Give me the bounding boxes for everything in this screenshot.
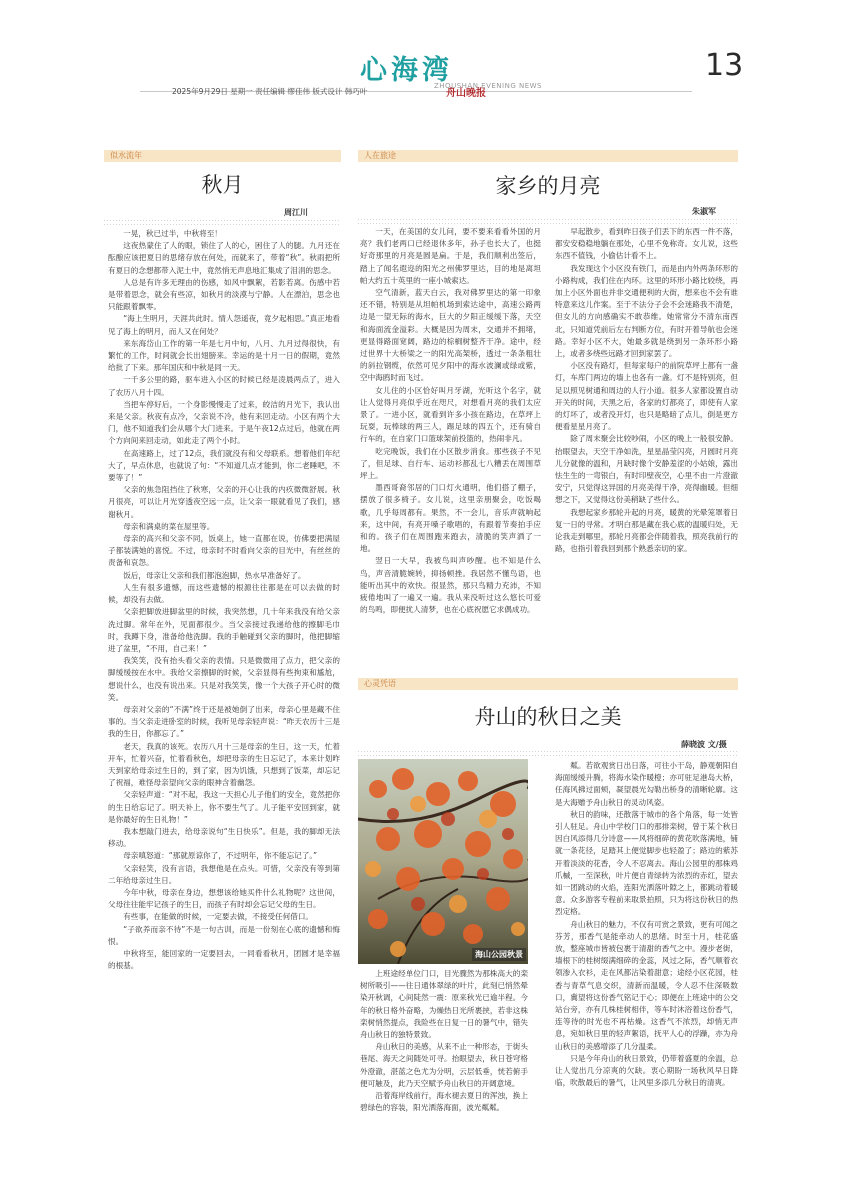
paragraph: 人生有很多遗憾，而这些遗憾的根源往往都是在可以去做的时候，却没有去做。 [108, 582, 340, 605]
paragraph: 沿着海岸线前行，海水褪去夏日的浑浊，换上碧绿色的容装，阳光洒落海面，波光粼粼。 [360, 1091, 528, 1113]
paragraph: 母亲对父亲的“不满”终于还是被她倒了出来，母亲心里是藏不住事的。当父亲走进卧室的时候，我听见母亲轻声说：“昨天农历十三是我的生日，你都忘了。” [108, 704, 340, 739]
paragraph: 粼。若欲观赏日出日落，可往小干岛，静观朝阳自海面缓缓升腾，将海水染作暖橙；亦可驻足港岛大桥，任海风拂过面颊，凝望晨光勾勒出桥身的清晰轮廓。这是大海赠予舟山秋日的灵动风姿。 [555, 761, 738, 807]
autumn-maple-photo [358, 759, 528, 964]
paragraph: 我发现这个小区没有铁门，而是由内外两条环形的小路构成，我们住在内环。这里的环形小路比较绕，再加上小区外面也并非交通便利的大街，想来也不会有谁特意来这儿作案。至于不法分子会不会迷路我不清楚，但女儿的方向感确实不敢恭维。她常常分不清东南西北，只知道凭前后左右判断方位，有时开着导航也会迷路。幸好小区不大，她最多就是绕到另一条环形小路上，或者多绕些远路才回到家罢了。 [555, 263, 738, 359]
paragraph: 上班途经单位门口，目光骤然为那株高大的栾树所吸引——往日通体翠绿的叶片，此刻已悄然晕染开秋调，心间陡然一震：原来秋光已逾半程。今年的秋日格外奋略，为燥热日光所裹挟，若非这株栾树悄然提点，我险些在日复一日的暑气中，错失舟山秋日的独特景致。 [360, 969, 528, 1040]
paragraph: 吃完晚饭，我们在小区散步消食。那些孩子不见了，但足球、自行车、运动衫都乱七八糟丢在周围草坪上。 [360, 446, 541, 481]
paragraph: 空气清新，蓝天白云，我对佛罗里达的第一印象还不错，特别是从坦帕机场到索达途中，高速公路两边是一望无际的海水，巨大的夕阳正缓缓下落，天空和海面流金溢彩。大概是因为周末，交通并不拥堵，更显得路面宽阔，路边的棕榈树整齐干净。途中，经过世界十大桥梁之一的阳光高架桥，透过一条条粗壮的斜拉钢缆，依然可见夕阳中的海水波澜或绿或紫，空中海鸥时而飞过。 [360, 288, 541, 383]
article-byline: 薛晓波 文/摄 [681, 740, 727, 749]
paragraph: 我想起家乡那轮升起的月亮，暖黄的光晕笼罩着日复一日的寻常。才明白那是藏在我心底的温暖归处，无论我走到哪里，那轮月亮都会伴随着我，照亮我前行的路，也指引着我回到那个熟悉亲切的家。 [555, 507, 738, 554]
paragraph: 母亲嗔怒道：“那就原谅你了，不过明年，你不能忘记了。” [123, 851, 318, 861]
paragraph: 来东海岱山工作的第一年是七月中旬，八月、九月过得很快，有繁忙的工作，时间就会长出翅膀来。幸运的是十月一日的假期，竟然给批了下来。那年国庆和中秋是同一天。 [108, 338, 340, 373]
divider [358, 751, 738, 756]
paragraph: “海上生明月，天涯共此时。情人怨遥夜，竟夕起相思。”真正地看见了海上的明月，而人又在何处？ [108, 314, 340, 336]
paragraph: 舟山秋日的美感，从来不止一种形态，于街头巷尾、海天之间随处可寻。抬眼望去，秋日苍穹格外澄澈，湛蓝之色尤为分明，云层低垂，恍若俯手便可触及，此乃天空赋予舟山秋日的开阔意境。 [360, 1042, 528, 1088]
section-title: 心海湾 [360, 55, 453, 86]
paragraph: 母亲的高兴和父亲不同，饭桌上，她一直都在说，仿佛要把满屋子都装满她的喜悦。不过，母亲时不时看向父亲的目光中，有丝丝的责备和哀怨。 [108, 534, 340, 568]
paragraph: 一天，在美国的女儿问，要不要来看看外国的月亮？我们老两口已经退休多年，孙子也长大了，也挺好奇那里的月亮是圆是扁。于是，我们顺利出签后，踏上了闻名遐迩的阳光之州佛罗里达，目的地是离坦帕大约五十英里的一座小城索达。 [360, 227, 541, 285]
paragraph: 中秋将至，能回家的一定要回去，一同看看秋月，团圆才是幸福的根基。 [108, 948, 340, 971]
paragraph: 这夜热蒙住了人的眼，锁住了人的心，困住了人的腿。九月还在酝酿应该把夏日的思绪存放在何处，而就来了，带着“秋”。秋雨把所有夏日的念想都带入泥土中，竟然悄无声息地汇集成了泪涓的思念。 [108, 241, 340, 275]
paragraph: 当把车停好后，一个身影慢慢走了过来，皎洁的月光下，我认出来是父亲。秋夜有点冷，父亲说不冷，他有来回走动。小区有两个大门，他不知道我们会从哪个大门进来。于是午夜12点过后，他就在两个方向间来回走动，如此走了两个小时。 [108, 399, 340, 446]
paragraph: 母亲和满桌的菜在屋里等。 [123, 521, 215, 531]
article-body-col-2 [555, 760, 738, 1170]
divider [358, 219, 738, 224]
paragraph: 父亲轻声道：“对不起，我这一天担心儿子他们的安全，竟然把你的生日给忘记了。明天补上，你不要生气了。儿子能平安回到家，就是你最好的生日礼物！” [108, 790, 340, 824]
article-body-col-1 [360, 226, 541, 656]
paragraph: 老天，我真的该死。农历八月十三是母亲的生日，这一天，忙着开车，忙着兴奋，忙着看秋色，却把母亲的生日忘记了，本来计划昨天到家给母亲过生日的，到了家，因为饥饿，只想到了饭菜，却忘记了祝福，难怪母亲望向父亲的眼神含着幽怨。 [108, 741, 340, 788]
section-label: 似水流年 [110, 151, 142, 160]
section-bar-right-bottom [358, 678, 738, 690]
paragraph: 翌日一大早，我被鸟叫声吵醒。也不知是什么鸟，声音清脆婉转，抑扬顿挫。我居然不懂鸟语，也能听出其中的欢快。很显然，那只鸟精力充沛，不知疲倦地叫了一遍又一遍。我从来没听过这么悠长可爱的鸟鸣，即便扰人清梦，也在心底祝愿它求偶成功。 [360, 556, 541, 615]
page-number: 13 [705, 48, 744, 83]
paragraph: 我笑笑，没有抬头看父亲的表情。只是微微用了点力，把父亲的脚缓缓按在水中。我给父亲擦脚的时候，父亲显得有些拘束和尴尬，想说什么，也没有说出来。只是对我笑笑，像一个大孩子开心时的微笑。 [108, 656, 340, 702]
newspaper-english-name: ZHOUSHAN EVENING NEWS [434, 82, 542, 90]
paragraph: 一晃，秋已过半，中秋将至！ [123, 229, 222, 238]
paragraph: 只是今年舟山的秋日景致，仍带着盛夏的余温，总让人觉出几分凉爽的欠缺。衷心期盼一场秋风早日降临，吹散最后的暑气，让风里多添几分秋日的清爽。 [555, 1053, 738, 1088]
section-bar-left [104, 150, 341, 162]
article-title: 秋月 [201, 173, 244, 197]
section-label: 人在旅途 [364, 151, 396, 160]
paragraph: 除了周末聚会比较吵闹，小区的晚上一般很安静。抬眼望去，天空干净如洗，星星晶莹闪亮，月圆时月亮儿分就像的温和，月缺时像个安静羞涩的小姑娘，露出怯生生的一弯银白，有时印壁夜空，心里不由一片澄澈安宁，只觉得这异国的月亮美得干净，亮得幽暖。但细想之下，又觉得这份美稍缺了些什么。 [555, 434, 738, 505]
article-byline: 朱淑军 [692, 207, 716, 216]
paragraph: 父亲轻笑，没有言语，我想他是在点头。可惜，父亲没有等到第二年给母亲过生日。 [108, 863, 340, 885]
article-body-col-2 [555, 226, 738, 656]
article-title: 舟山的秋日之美 [474, 705, 622, 729]
maple-leaves-image [358, 759, 528, 964]
section-bar-right-top [358, 150, 738, 162]
paragraph: 父亲的焦急阻挡住了秋寒，父亲的开心让我的内疚微微舒展。秋月很亮，可以让月光穿透夜空远一点，让父亲一眼就看见了我们，感谢秋月。 [108, 485, 340, 519]
newspaper-logo: 舟山晚报 [446, 88, 486, 99]
paragraph: 女儿住的小区恰好叫月牙湖，光听这个名字，就让人觉得月亮似乎近在咫尺，对想看月亮的我们太应景了。一进小区，就看到许多小孩在路边，在草坪上玩耍，玩棒球的两三人，踢足球的四五个，还有骑自行车的，在自家门口篮球架前投篮的，热闹非凡。 [360, 385, 541, 444]
paragraph: 在高速路上，过了12点，我们就没有和父母联系。想着他们年纪大了，早点休息，也就说了句：“不知道几点才能到，你二老睡吧，不要等了！” [108, 448, 340, 483]
paragraph: 饭后，母亲让父亲和我们都泡泡脚，热水早准备好了。 [123, 570, 306, 580]
section-label: 心灵凭语 [364, 679, 396, 688]
paragraph: 一千多公里的路，驱车进入小区的时候已经是凌晨两点了，进入了农历八月十四。 [108, 375, 340, 397]
paragraph: 我本想敲门进去，给母亲说句“生日快乐”。但是，我的脚却无法移动。 [108, 826, 340, 849]
paragraph: “子欲养而亲不待”不是一句古训，而是一份刻在心底的遗憾和悔恨。 [108, 924, 340, 946]
article-body [108, 228, 340, 1148]
article-byline: 周江川 [284, 208, 308, 217]
paragraph: 早起散步，看到昨日孩子们丢下的东西一件不落，都安安稳稳地躺在那处，心里不免称奇。女儿说，这些东西不值钱，小偷估计看不上。 [555, 227, 738, 261]
paragraph: 小区没有路灯，但每家每户的前院草坪上都有一盏灯，车库门两边的墙上也各有一盏。灯不是特别亮，但足以照见树通和周边的人行小道。很多人家都设置自动开关的时间，天黑之后，各家的灯都亮了，即使有人家的灯坏了，或者没开灯，也只是略暗了点儿，倒是更方便看星星月亮了。 [555, 361, 738, 432]
photo-caption: 海山公园秋景 [472, 948, 526, 961]
paragraph: 今年中秋，母亲在身边，想想该给她买件什么礼物呢？这世间，父母往往能牢记孩子的生日，而孩子有时却会忘记父母的生日。 [108, 887, 340, 910]
paragraph: 墨西哥裔邻居的门口灯火通明，他们搭了棚子，摆放了很多椅子。女儿说，这里亲朋聚会，吃饭喝歌，几乎每周都有。果然，不一会儿，音乐声就响起来，这中间，有亮开嗓子歌唱的，有跟着节奏拍手应和的。孩子们在周围跑来跑去，清脆的笑声洒了一地。 [360, 483, 541, 554]
article-title: 家乡的月亮 [495, 174, 601, 198]
article-body-col-1 [360, 968, 528, 1168]
divider [104, 220, 341, 225]
paragraph: 秋日的韵味，还散落于城市的各个角落，每一处皆引人驻足。舟山中学校门口的那排栾树，曾于某个秋日因白风添得几分诗意——风将细碎的黄花吹落满地，铺就一条花径，足踏其上便觉脚步也轻盈了；路边的紫苏开着淡淡的花香，令人不忍离去。海山公园里的那株鸡爪槭，一至深秋，叶片便自青绿转为浓烈的赤红，望去如一团跳动的火焰，连阳光洒落叶隙之上，都跳动着暖意。众多游客专程前来取景拍照，只为将这份秋日的热烈定格。 [555, 809, 738, 917]
paragraph: 父亲把脚放进脚盆里的时候，我突然想，几十年来我没有给父亲洗过脚。常年在外，见面都很少。当父亲接过我递给他的擦脚毛巾时，我蹲下身，准备给他洗脚。我的手触碰到父亲的脚时，他把脚缩进了盆里，“不用，自己来！” [108, 607, 340, 653]
paragraph: 人总是有许多无理由的伤感，如风中飘絮，若影若离。伤感中若是带着思念，就会有些凉，如秋月的淡漠与宁静。人在漂泊，思念也只能跟着飘零。 [108, 277, 340, 312]
paragraph: 有些事，在能做的时候，一定要去做，不接受任何借口。 [123, 912, 314, 922]
paragraph: 舟山秋日的魅力，不仅有可赏之景致，更有可闻之芬芳，那香气是能牵动人的思绪。时至十月，桂花盛放，整座城市皆被包裹于清甜的香气之中。漫步老街，墙根下的桂树缀满细碎的金蕊，风过之际，香气顺着衣领渗入衣衫，走在风都沾染着甜意；途经小区花园，桂香与青草气息交织，清新而温暖，令人忍不住深吸数口，冀望将这份香气铭记于心；即便在上班途中的公交站台旁，亦有几株桂树相伴，等车时沐浴着这份香气，连等待的时光也不再枯燥。这香气不浓烈，却悄无声息，宛如秋日里的轻声絮语，抚平人心的浮躁，亦为舟山秋日的美感增添了几分温柔。 [555, 919, 738, 1051]
issue-info-line: 2025年9月29日 星期一 责任编辑 缪佳伟 版式设计 韩巧叶 [172, 87, 368, 96]
